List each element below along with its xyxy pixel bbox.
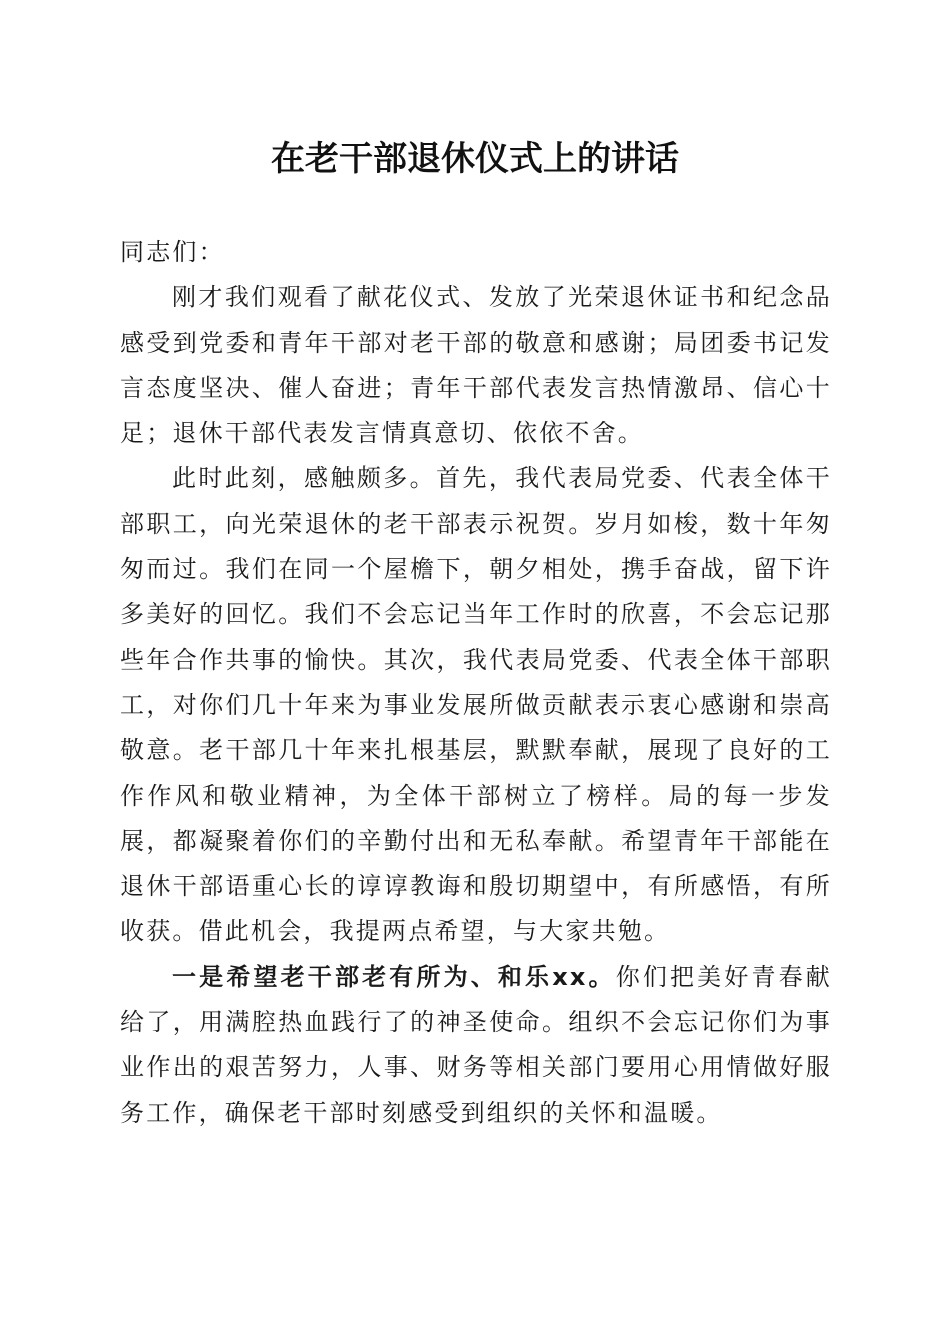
paragraph-1: 刚才我们观看了献花仪式、发放了光荣退休证书和纪念品感受到党委和青年干部对老干部的敬意和感谢；局团委书记发言态度坚决、催人奋进；青年干部代表发言热情激昂、信心十足；退休干部代表发言情真意切、依依不舍。 — [120, 283, 832, 448]
paragraph-3 — [120, 955, 832, 1136]
paragraph-3-text: 你们把美好青春献给了，用满腔热血践行了的神圣使命。组织不会忘记你们为事业作出的艰苦努力，人事、财务等相关部门要用心用情做好服务工作，确保老干部时刻感受到组织的关怀和温暖。 — [120, 962, 832, 1127]
page-title: 在老干部退休仪式上的讲话 — [271, 139, 679, 179]
document-body — [120, 230, 832, 1136]
salutation: 同志们： — [120, 238, 225, 266]
paragraph-2: 此时此刻，感触颇多。首先，我代表局党委、代表全体干部职工，向光荣退休的老干部表示祝贺。岁月如梭，数十年匆匆而过。我们在同一个屋檐下，朝夕相处，携手奋战，留下许多美好的回忆。我们不会忘记当年工作时的欣喜，不会忘记那些年合作共事的愉快。其次，我代表局党委、代表全体干部职工，对你们几十年来为事业发展所做贡献表示衷心感谢和崇高敬意。老干部几十年来扎根基层，默默奉献，展现了良好的工作作风和敬业精神，为全体干部树立了榜样。局的每一步发展，都凝聚着你们的辛勤付出和无私奉献。希望青年干部能在退休干部语重心长的谆谆教诲和殷切期望中，有所感悟，有所收获。借此机会，我提两点希望，与大家共勉。 — [120, 464, 832, 946]
paragraph-3-lead: 一是希望老干部老有所为、和乐xx。 — [172, 962, 616, 991]
